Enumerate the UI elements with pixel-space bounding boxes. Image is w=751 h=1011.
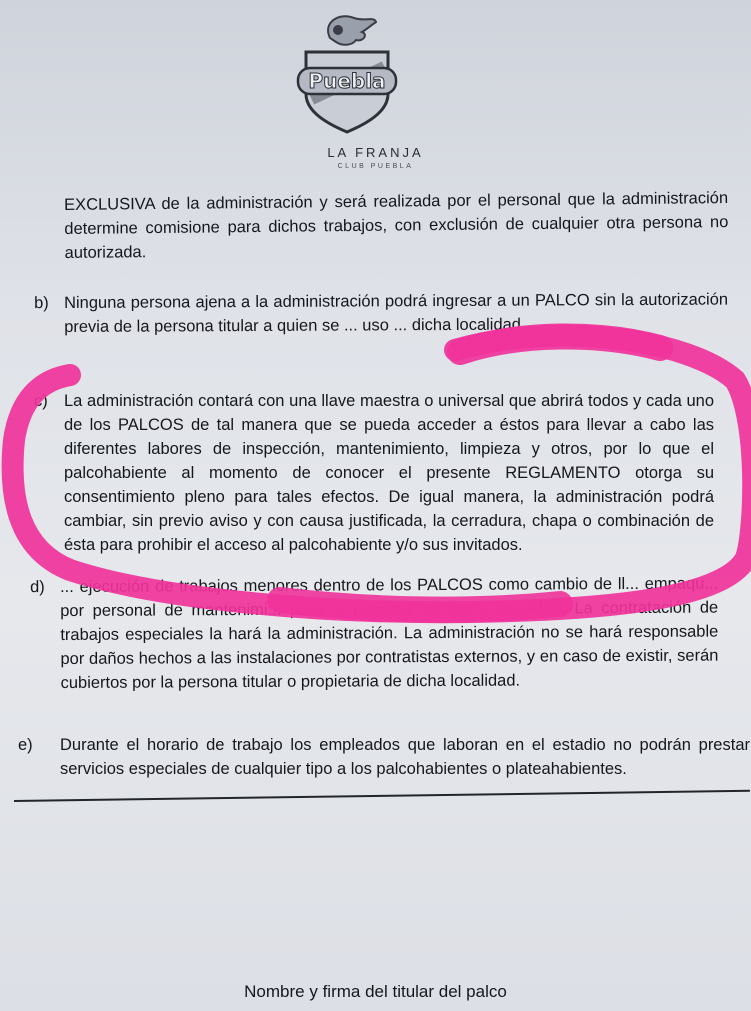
crest-icon — [292, 8, 402, 138]
clause-e — [18, 733, 750, 781]
clause-e-text: Durante el horario de trabajo los empleados que laboran en el estadio no podrán prestar servicios especiales de cualquier tipo a los palcohabientes o plateahabientes. — [60, 736, 750, 778]
clause-c-marker: c) — [34, 392, 48, 410]
brand-subtitle: CLUB PUEBLA — [337, 163, 414, 170]
clause-c — [34, 389, 714, 557]
crest-lettering: Puebla — [308, 69, 386, 93]
underline-rule — [14, 790, 750, 802]
puebla-crest-logo — [292, 8, 402, 138]
clause-b — [34, 288, 729, 339]
signature-label: Nombre y firma del titular del palco — [244, 982, 507, 1001]
clause-b-marker: b) — [34, 294, 49, 313]
clause-continuation — [64, 186, 729, 265]
brand-title: LA FRANJA — [327, 145, 424, 160]
clause-c-text: La administración contará con una llave maestra o universal que abrirá todos y cada uno de los PALCOS de tal manera que se pueda acceder a éstos para llevar a cabo las diferentes labores de inspección, mantenimiento, limpieza y otros, por lo que el palcohabiente al momento de conocer el presente REGLAMENTO otorga su consentimiento pleno para tales efectos. De igual manera, la administración podrá cambiar, sin previo aviso y con causa justificada, la cerradura, chapa o combinación de ésta para prohibir el acceso al palcohabiente y/o sus invitados. — [64, 392, 714, 554]
clause-b-text: Ninguna persona ajena a la administración podrá ingresar a un PALCO sin la autorización previa de la persona titular a quien se ... uso ... dicha localidad. — [64, 290, 729, 336]
clause-continuation-text: EXCLUSIVA de la administración y será realizada por el personal que la administración determine comisione para dichos trabajos, con exclusión de cualquier otra persona no autorizada. — [64, 189, 729, 262]
clause-d-text: ... ejecución de trabajos menores dentro de los PALCOS como cambio de ll... empaqu... por personal de mantenimi... para la persona de dicha localidad. La contratación de trabajos especiales la hará la administración. La administración no se hará responsable por daños hechos a las instalaciones por contratistas externos, y en caso de existir, serán cubiertos por la persona titular o propietaria de dicha localidad. — [60, 574, 719, 692]
clause-e-marker: e) — [18, 736, 33, 754]
clause-d — [30, 572, 719, 695]
clause-d-marker: d) — [30, 578, 45, 597]
